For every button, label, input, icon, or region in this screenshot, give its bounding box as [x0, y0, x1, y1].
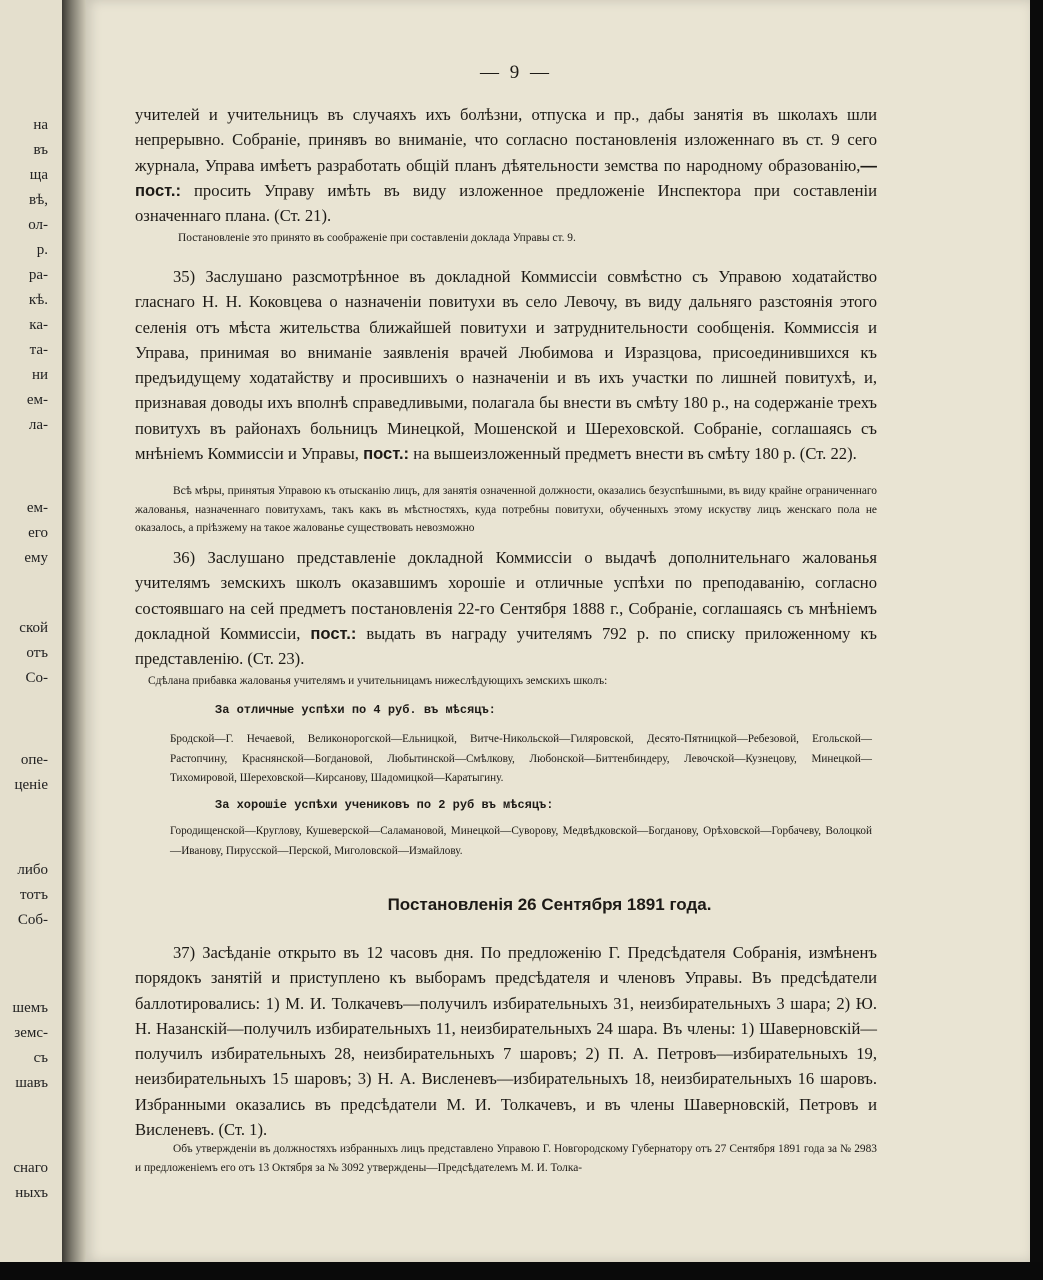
left-fragment: та- [29, 342, 48, 358]
left-fragment: въ [33, 142, 48, 158]
left-fragment: ем- [26, 392, 48, 408]
paragraph-text: 36) Заслушано представленіе докладной Коммиссіи о выдачѣ дополнительнаго жалованья учителямъ земскихъ школъ оказавшимъ хорошіе и отличные успѣхи по преподаванію, согласно состоявшаго на сей предметъ постановленія 22-го Сентября 1888 г., Собраніе, соглашаясь съ мнѣніемъ докладной Коммиссіи, [135, 548, 877, 643]
left-fragment: на [33, 117, 48, 133]
footnote-22: Всѣ мѣры, принятыя Управою къ отысканію лицъ, для занятія означенной должности, оказались безуспѣшными, въ виду крайне ограниченнаго жалованья, назначеннаго повитухамъ, такъ какъ въ мѣстностяхъ, куда потребны повитухи, обученныхъ этому искуству лицъ женскаго пола не оказалось, а пріѣзжему на такое жалованье существовать невозможно [135, 485, 877, 534]
left-fragment: ни [31, 367, 48, 383]
left-fragment: ща [29, 167, 48, 183]
resolution-keyword: —пост.: [135, 155, 877, 200]
left-fragment: кѣ. [28, 292, 48, 308]
left-page-edge [0, 0, 62, 1262]
resolution-keyword: пост.: [363, 444, 410, 464]
footnote-1: Объ утвержденіи въ должностяхъ избранныхъ лицъ представлено Управою Г. Новгородскому Губернатору отъ 27 Сентября 1891 года за № 2983 и предложеніемъ его отъ 13 Октября за № 3092 утверждены—Предсѣдателемъ М. И. Толка- [135, 1143, 877, 1174]
left-fragment: его [28, 525, 48, 541]
left-fragment: ла- [28, 417, 48, 433]
left-fragment: снаго [13, 1160, 48, 1176]
paragraph-text: 35) Заслушано разсмотрѣнное въ докладной Коммиссіи совмѣстно съ Управою ходатайство гласнаго Н. Н. Коковцева о назначеніи повитухи въ село Левочу, въ виду дальняго разстоянія этого селенія отъ мѣста жительства ближайшей повитухи и затруднительности сообщенія. Коммиссія и Управа, принимая во вниманіе заявленія врачей Любимова и Изразцова, присоединившихся къ предъидущему ходатайству и просившихъ о назначеніи и въ ихъ участки по лишней повитухѣ, и, признавая доводы ихъ вполнѣ справедливыми, полагала бы внести въ смѣту 180 р., на содержаніе трехъ повитухъ въ районахъ больницъ Минецкой, Мошенской и Шереховской. Собраніе, соглашаясь съ мнѣніемъ Коммиссіи и Управы, [135, 267, 877, 464]
section-heading: Постановленія 26 Сентября 1891 года. [387, 895, 712, 914]
left-fragment: Со- [25, 670, 48, 686]
left-fragment: либо [17, 862, 48, 878]
paragraph-continuation [135, 102, 877, 228]
left-fragment: ской [19, 620, 48, 636]
left-fragment: ценіе [14, 777, 48, 793]
left-fragment: отъ [26, 645, 48, 661]
left-fragment: р. [36, 242, 48, 258]
left-fragment: ра- [28, 267, 48, 283]
left-fragment: тотъ [20, 887, 48, 903]
left-fragment: вѣ, [29, 192, 48, 208]
left-fragment: ем- [26, 500, 48, 516]
good-heading: За хорошіе успѣхи учениковъ по 2 руб въ мѣсяцъ: [215, 798, 554, 812]
left-fragment: земс- [14, 1025, 48, 1041]
excellent-heading: За отличные успѣхи по 4 руб. въ мѣсяцъ: [215, 703, 496, 717]
resolution-keyword: пост.: [310, 623, 357, 643]
good-schools-list: Городищенской—Круглову, Кушеверской—Саламановой, Минецкой—Суворову, Медвѣдковской—Богданову, Орѣховской—Горбачеву, Волоцкой—Иванову, Пирусской—Перской, Миголовской—Измайлову. [170, 825, 872, 857]
left-fragment: опе- [20, 752, 48, 768]
left-fragment: шемъ [12, 1000, 48, 1016]
footnote-21: Постановленіе это принято въ соображеніе при составленіи доклада Управы ст. 9. [178, 232, 576, 244]
paragraph-36 [135, 545, 877, 671]
scan-border [0, 1262, 1043, 1280]
paragraph-text: учителей и учительницъ въ случаяхъ ихъ болѣзни, отпуска и пр., дабы занятія въ школахъ шли непрерывно. Собраніе, принявъ во вниманіе, что согласно постановленія изложеннаго въ ст. 9 сего журнала, Управа имѣетъ разработать общій планъ дѣятельности земства по народному образованію, [135, 105, 877, 175]
paragraph-text: просить Управу имѣть въ виду изложенное предложеніе Инспектора при составленіи означеннаго плана. (Ст. 21). [135, 180, 877, 226]
left-fragment: шавъ [15, 1075, 48, 1091]
left-fragment: ему [24, 550, 48, 566]
paragraph-text: на вышеизложенный предметъ внести въ смѣту 180 р. (Ст. 22). [409, 444, 857, 464]
paragraph-35 [135, 264, 877, 466]
excellent-schools-list: Бродской—Г. Нечаевой, Великонорогской—Ельницкой, Витче-Никольской—Гиляровской, Десято-Пятницкой—Ребезовой, Егольской—Растопчину, Краснянской—Богдановой, Любытинской—Смѣлкову, Любонской—Биттенбиндеру, Левочской—Кузнецову, Минецкой—Тихомировой, Шереховской—Кирсанову, Шадомицкой—Каратыгину. [170, 733, 872, 784]
left-fragment: ол- [28, 217, 48, 233]
paragraph-37: 37) Засѣданіе открыто въ 12 часовъ дня. По предложенію Г. Предсѣдателя Собранія, измѣненъ порядокъ занятій и приступлено къ выборамъ предсѣдателя и членовъ Управы. Въ предсѣдатели баллотировались: 1) М. И. Толкачевъ—получилъ избирательныхъ 31, неизбирательныхъ 3 шара; 2) Ю. Н. Назанскій—получилъ избирательныхъ 11, неизбирательныхъ 24 шара. Въ члены: 1) Шаверновскій—получилъ избирательныхъ 28, неизбирательныхъ 7 шаровъ; 2) П. А. Петровъ—избирательныхъ 19, неизбирательныхъ 15 шаровъ; 3) Н. А. Висленевъ—избирательныхъ 18, неизбирательныхъ 16 шаровъ. Избранными оказались въ предсѣдатели М. И. Толкачевъ, и въ члены Шаверновскій, Петровъ и Висленевъ. (Ст. 1). [135, 943, 877, 1140]
footnote-23: Сдѣлана прибавка жалованья учителямъ и учительницамъ нижеслѣдующихъ земскихъ школъ: [148, 675, 608, 687]
paragraph-text: выдать въ награду учителямъ 792 р. по списку приложенному къ представленію. (Ст. 23). [135, 623, 878, 669]
page-number: — 9 — [480, 62, 552, 83]
left-fragment: ка- [29, 317, 48, 333]
left-fragment: съ [33, 1050, 48, 1066]
left-fragment: ныхъ [15, 1185, 48, 1201]
left-fragment: Соб- [17, 912, 48, 928]
book-gutter [62, 0, 86, 1262]
